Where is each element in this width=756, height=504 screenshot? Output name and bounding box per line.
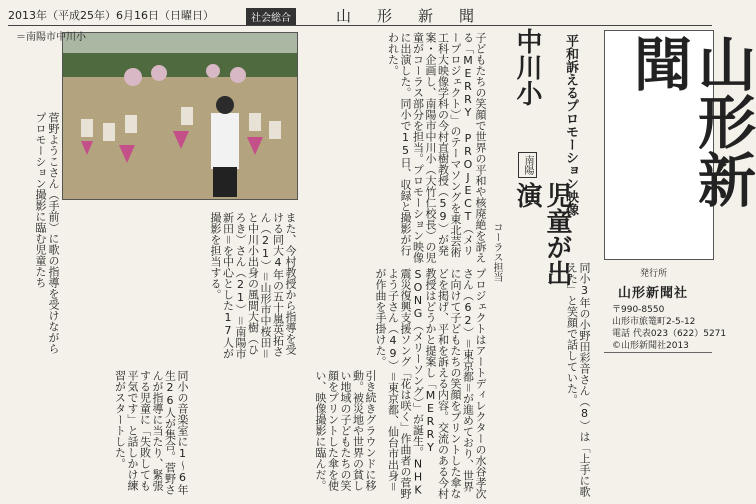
header-rule xyxy=(8,25,712,26)
issue-date: 2013年（平成25年）6月16日（日曜日） xyxy=(8,9,214,22)
masthead-title: 山形新聞 xyxy=(624,34,756,208)
publisher-copyright: ©山形新聞社2013 xyxy=(612,341,689,351)
article-body-3: また、今村教授から指導を受ける同大4年の五十嵐英拓さん（21）＝山形市中桜田＝と中川小出身の風間大樹（ひろき）さん（21）＝南陽市新田＝を中心とした17人が撮影を担当する。 xyxy=(209,212,297,359)
article-body-6: 同小3年の小野田彩音さん（8）は「上手に歌えた」と笑顔で話していた。 xyxy=(565,262,591,497)
paper-name-header: 山形新聞 xyxy=(336,7,501,25)
photo-scene-icon xyxy=(63,33,297,199)
article-body-5: 引き続きグラウンドに移動。被災地や世界の貧しい地域の子どもたちの笑顔をプリントした傘を使い、映像撮影に臨んだ。 xyxy=(314,370,377,491)
section-label: 社会総合 xyxy=(246,8,296,25)
publisher-postal: 〒990-8550 xyxy=(612,305,665,315)
publisher-label: 発行所 xyxy=(640,269,668,279)
location-badge: 南陽 xyxy=(518,152,537,178)
headline-subhead: コーラス担当 xyxy=(491,222,502,282)
headline-kicker: 平和訴えるプロモーション映像 xyxy=(563,34,578,216)
headline-main-2: 児童が出演 xyxy=(512,182,572,286)
article-body-4: 同小の音楽室に1〜6年生26人が集合。菅野さんが指導に当たり、緊張する児童に「失敗しても平気です」と話しかけ練習がスタートした。 xyxy=(113,370,189,495)
publisher-address: 山形市旅篭町2-5-12 xyxy=(612,317,696,327)
page-header xyxy=(0,0,720,26)
article-body-1: 子どもたちの笑顔で世界の平和や核廃絶を訴える「MERRY PROJECT（メリープロジェクト）」のテーマソングを東北芸術工科大映像学科の今村直樹教授（59）が発案・企画し、南陽市中川小（大竹仁校長）の児童がコーラス部分を担当。プロモーション映像に出演した。同小で15日、収録と撮影が行われた。 xyxy=(386,32,487,263)
article-photo xyxy=(62,32,298,200)
publisher-name: 山形新聞社 xyxy=(618,286,689,301)
article-body-2: プロジェクトはアートディレクターの水谷孝次さん（62）＝東京都＝が進めており、世界に向けて子どもたちの笑顔をプリントした傘などを掲げ、平和を訴える内容。交流のある今村教授はどうかと提案し「MERRY SONG（メリーソング）」が誕生。NHK震災復興支援ソング「花は咲く」作曲者の菅野よう子さん（49）＝東京都、仙台市出身＝が作曲を手掛けた。 xyxy=(374,268,487,499)
publisher-rule xyxy=(604,352,712,353)
publisher-phone: 電話 代表023（622）5271 xyxy=(612,329,727,339)
photo-credit: ＝南陽市中川小 xyxy=(16,32,86,43)
headline-main-1: 中川小 xyxy=(512,28,542,106)
photo-caption: 菅野ようこさん（手前）に歌の指導を受けながらプロモーション撮影に臨む児童たち xyxy=(34,112,60,354)
